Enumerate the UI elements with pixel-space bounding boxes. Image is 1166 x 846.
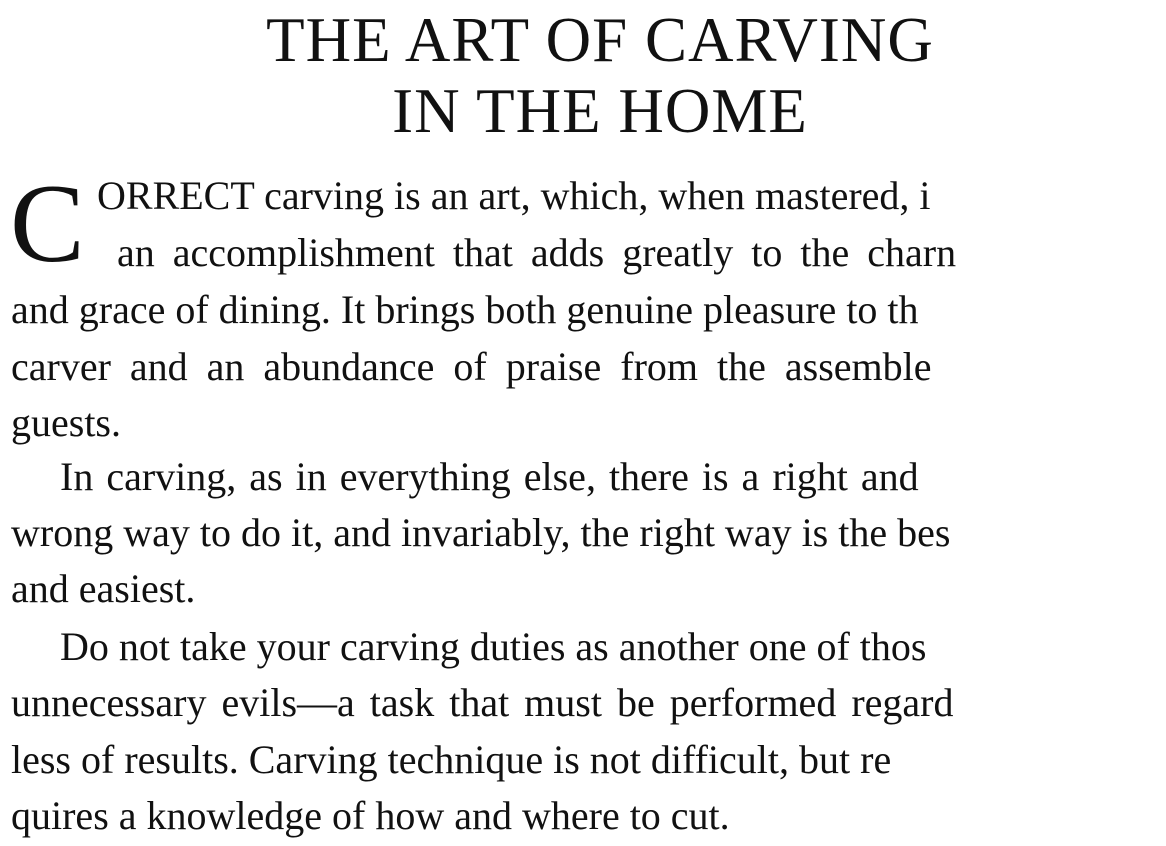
drop-cap: C: [10, 162, 85, 286]
paragraph-2-line-2: wrong way to do it, and invariably, the right way is the bes: [11, 510, 951, 555]
paragraph-1-line-2: an accomplishment that adds greatly to the charn: [117, 230, 957, 275]
paragraph-3-line-3: less of results. Carving technique is not difficult, but re: [11, 737, 892, 782]
paragraph-2-line-3: and easiest.: [11, 566, 196, 611]
paragraph-1-line-3: and grace of dining. It brings both genuine pleasure to th: [11, 287, 919, 332]
paragraph-3-line-1: Do not take your carving duties as another one of thos: [60, 624, 927, 669]
paragraph-3-line-4: quires a knowledge of how and where to cut.: [11, 793, 730, 838]
paragraph-1-line-1: ORRECT carving is an art, which, when mastered, i: [97, 173, 931, 218]
paragraph-1-line-4: carver and an abundance of praise from the assemble: [11, 344, 932, 389]
paragraph-2-line-1: In carving, as in everything else, there is a right and: [60, 454, 919, 499]
title-line-1: THE ART OF CARVING: [266, 5, 934, 75]
paragraph-3-line-2: unnecessary evils—a task that must be performed regard: [11, 680, 954, 725]
title-line-2: IN THE HOME: [392, 76, 808, 146]
paragraph-1-line-5: guests.: [11, 400, 121, 445]
